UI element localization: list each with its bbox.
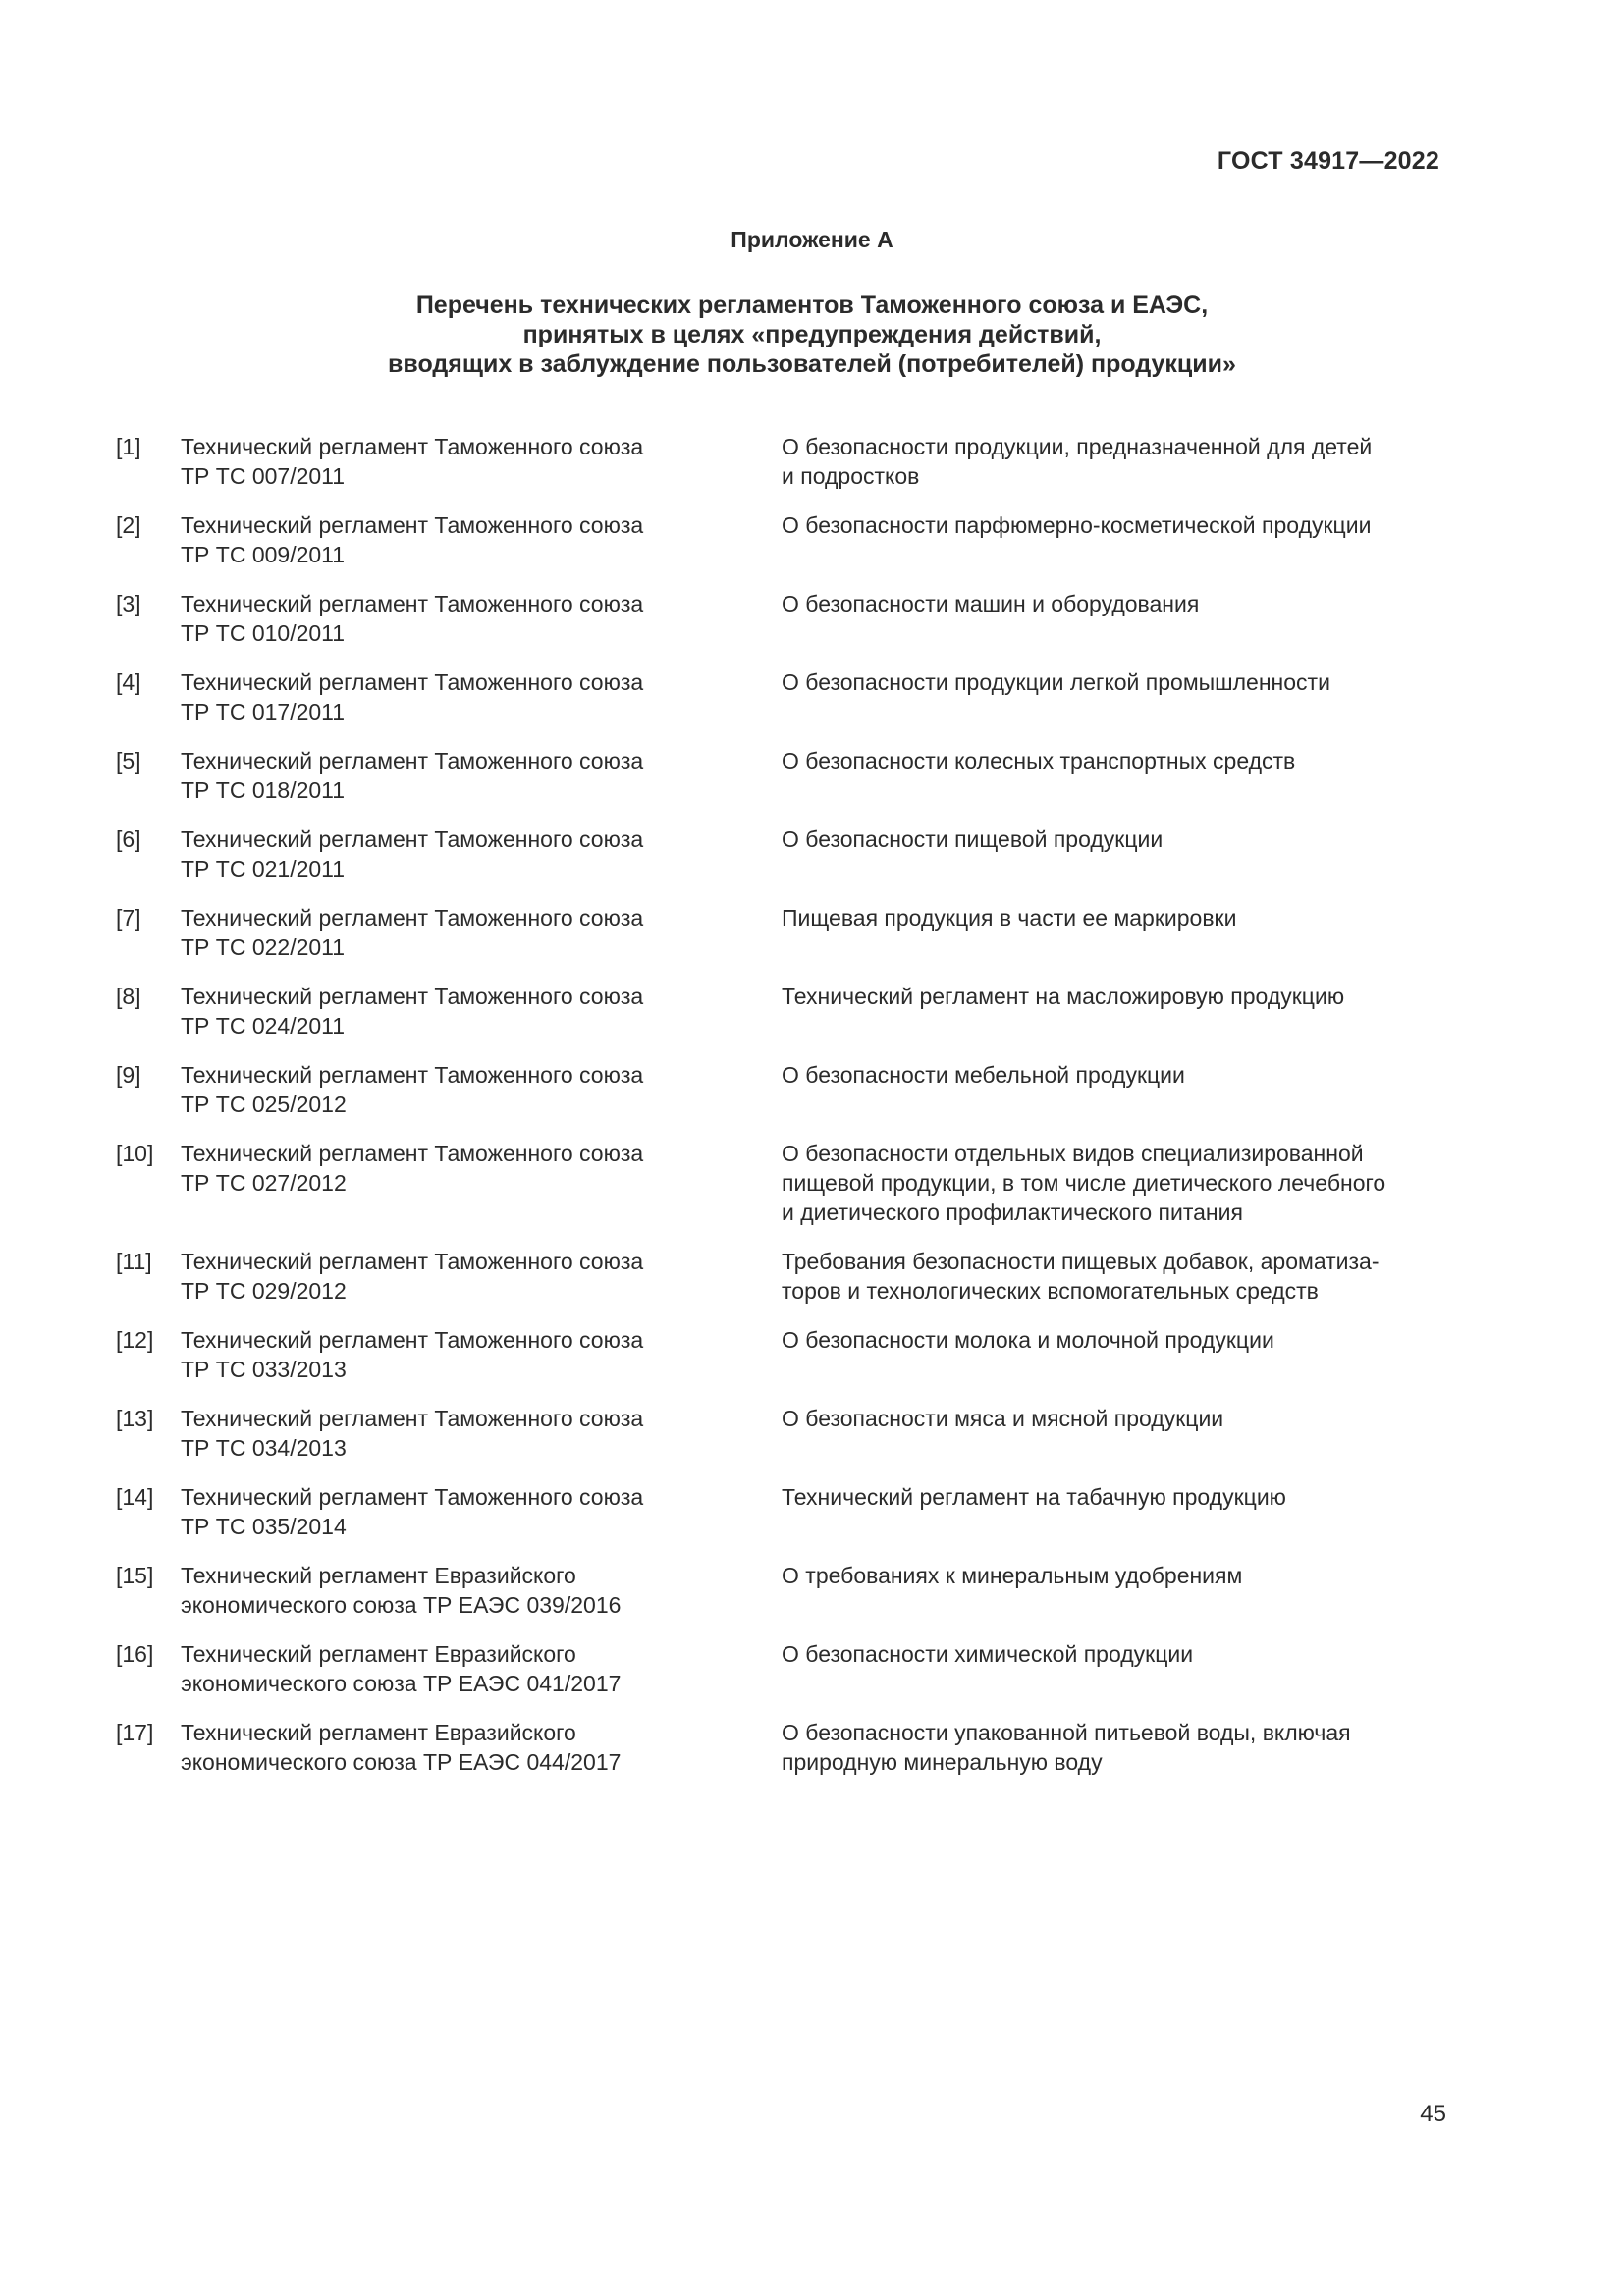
- reference-item: [116, 746, 1451, 805]
- reference-subject: [782, 1139, 1451, 1227]
- reference-item: [116, 667, 1451, 726]
- reference-regulation: [181, 432, 731, 491]
- reference-item: [116, 510, 1451, 569]
- reference-subject-line: О безопасности химической продукции: [782, 1641, 1194, 1667]
- reference-regulation-line: Технический регламент Таможенного союза: [181, 748, 644, 774]
- reference-number: [12]: [116, 1327, 154, 1353]
- reference-item: [116, 1247, 1451, 1306]
- reference-subject: [782, 1060, 1451, 1090]
- reference-subject-line: О безопасности пищевой продукции: [782, 827, 1164, 852]
- reference-item: [116, 432, 1451, 491]
- reference-subject-line: О безопасности отдельных видов специализированной: [782, 1141, 1364, 1166]
- reference-subject: [782, 746, 1451, 775]
- reference-subject: [782, 1325, 1451, 1355]
- reference-regulation-line: Технический регламент Таможенного союза: [181, 591, 644, 616]
- reference-regulation-line: Технический регламент Таможенного союза: [181, 512, 644, 538]
- reference-regulation-line: ТР ТС 029/2012: [181, 1278, 347, 1304]
- reference-subject: [782, 1639, 1451, 1669]
- reference-regulation-line: Технический регламент Евразийского: [181, 1720, 576, 1745]
- reference-number: [4]: [116, 669, 141, 695]
- reference-subject: [782, 1247, 1451, 1306]
- reference-regulation-line: Технический регламент Евразийского: [181, 1641, 576, 1667]
- reference-number: [8]: [116, 984, 141, 1009]
- reference-regulation-line: ТР ТС 009/2011: [181, 542, 346, 567]
- reference-regulation: [181, 1639, 731, 1698]
- reference-regulation: [181, 1325, 731, 1384]
- reference-regulation-line: ТР ТС 010/2011: [181, 620, 346, 646]
- reference-subject: [782, 1482, 1451, 1512]
- reference-item: [116, 1718, 1451, 1777]
- reference-regulation-line: Технический регламент Таможенного союза: [181, 1484, 644, 1510]
- reference-regulation-line: ТР ТС 034/2013: [181, 1435, 347, 1461]
- appendix-label: Приложение А: [731, 227, 893, 252]
- reference-regulation-line: Технический регламент Таможенного союза: [181, 1249, 644, 1274]
- reference-list: [116, 432, 1451, 1796]
- reference-subject-line: Пищевая продукция в части ее маркировки: [782, 905, 1237, 931]
- reference-regulation-line: Технический регламент Таможенного союза: [181, 1062, 644, 1088]
- reference-regulation: [181, 1482, 731, 1541]
- reference-item: [116, 1482, 1451, 1541]
- reference-regulation: [181, 1060, 731, 1119]
- reference-subject: [782, 667, 1451, 697]
- reference-subject: [782, 982, 1451, 1011]
- reference-number: [17]: [116, 1720, 154, 1745]
- reference-number: [10]: [116, 1141, 154, 1166]
- reference-regulation: [181, 982, 731, 1041]
- reference-number: [1]: [116, 434, 141, 459]
- reference-regulation-line: ТР ТС 024/2011: [181, 1013, 346, 1039]
- reference-regulation-line: ТР ТС 018/2011: [181, 777, 346, 803]
- reference-number: [15]: [116, 1563, 154, 1588]
- reference-regulation: [181, 1561, 731, 1620]
- reference-item: [116, 589, 1451, 648]
- reference-subject-line: О требованиях к минеральным удобрениям: [782, 1563, 1243, 1588]
- reference-subject-line: О безопасности мебельной продукции: [782, 1062, 1185, 1088]
- reference-regulation-line: ТР ТС 017/2011: [181, 699, 346, 724]
- reference-subject-line: Технический регламент на табачную продукцию: [782, 1484, 1286, 1510]
- reference-regulation-line: Технический регламент Таможенного союза: [181, 1406, 644, 1431]
- reference-regulation: [181, 1404, 731, 1463]
- reference-subject-line: и подростков: [782, 463, 920, 489]
- appendix-title-line: вводящих в заблуждение пользователей (потребителей) продукции»: [388, 350, 1236, 378]
- page-number: 45: [1420, 2101, 1446, 2127]
- reference-regulation-line: ТР ТС 021/2011: [181, 856, 346, 881]
- reference-regulation-line: ТР ТС 033/2013: [181, 1357, 347, 1382]
- reference-subject-line: О безопасности парфюмерно-косметической продукции: [782, 512, 1372, 538]
- reference-subject: [782, 903, 1451, 933]
- reference-subject-line: торов и технологических вспомогательных средств: [782, 1278, 1319, 1304]
- reference-regulation-line: Технический регламент Таможенного союза: [181, 669, 644, 695]
- reference-subject-line: О безопасности продукции, предназначенной для детей: [782, 434, 1373, 459]
- reference-regulation-line: Технический регламент Таможенного союза: [181, 1141, 644, 1166]
- reference-regulation: [181, 589, 731, 648]
- reference-regulation-line: Технический регламент Таможенного союза: [181, 984, 644, 1009]
- reference-subject: [782, 510, 1451, 540]
- reference-subject-line: Технический регламент на масложировую продукцию: [782, 984, 1345, 1009]
- reference-regulation: [181, 825, 731, 883]
- reference-subject: [782, 1404, 1451, 1433]
- reference-number: [11]: [116, 1249, 152, 1274]
- reference-subject: [782, 432, 1451, 491]
- reference-regulation: [181, 1139, 731, 1198]
- reference-subject-line: О безопасности молока и молочной продукции: [782, 1327, 1274, 1353]
- reference-subject-line: природную минеральную воду: [782, 1749, 1103, 1775]
- reference-subject-line: Требования безопасности пищевых добавок, ароматиза-: [782, 1249, 1380, 1274]
- reference-regulation-line: ТР ТС 022/2011: [181, 934, 346, 960]
- reference-regulation: [181, 1718, 731, 1777]
- reference-regulation-line: Технический регламент Таможенного союза: [181, 1327, 644, 1353]
- reference-number: [5]: [116, 748, 141, 774]
- reference-regulation-line: ТР ТС 027/2012: [181, 1170, 347, 1196]
- reference-item: [116, 825, 1451, 883]
- reference-number: [3]: [116, 591, 141, 616]
- reference-subject-line: О безопасности машин и оборудования: [782, 591, 1200, 616]
- reference-regulation: [181, 510, 731, 569]
- reference-item: [116, 1561, 1451, 1620]
- reference-regulation-line: экономического союза ТР ЕАЭС 044/2017: [181, 1749, 622, 1775]
- reference-subject-line: О безопасности мяса и мясной продукции: [782, 1406, 1224, 1431]
- reference-number: [9]: [116, 1062, 141, 1088]
- reference-regulation-line: Технический регламент Таможенного союза: [181, 434, 644, 459]
- reference-item: [116, 903, 1451, 962]
- appendix-title-line: Перечень технических регламентов Таможенного союза и ЕАЭС,: [415, 292, 1209, 319]
- reference-regulation-line: ТР ТС 035/2014: [181, 1514, 347, 1539]
- reference-subject-line: О безопасности упакованной питьевой воды, включая: [782, 1720, 1351, 1745]
- reference-item: [116, 982, 1451, 1041]
- reference-subject-line: О безопасности продукции легкой промышленности: [782, 669, 1330, 695]
- reference-subject-line: и диетического профилактического питания: [782, 1200, 1243, 1225]
- document-code: ГОСТ 34917—2022: [1217, 147, 1439, 175]
- reference-number: [14]: [116, 1484, 154, 1510]
- reference-item: [116, 1404, 1451, 1463]
- reference-item: [116, 1139, 1451, 1227]
- reference-subject: [782, 1561, 1451, 1590]
- reference-regulation-line: Технический регламент Таможенного союза: [181, 905, 644, 931]
- reference-regulation-line: ТР ТС 025/2012: [181, 1092, 347, 1117]
- reference-subject: [782, 589, 1451, 618]
- reference-regulation-line: экономического союза ТР ЕАЭС 041/2017: [181, 1671, 622, 1696]
- reference-subject-line: О безопасности колесных транспортных средств: [782, 748, 1296, 774]
- reference-regulation-line: Технический регламент Евразийского: [181, 1563, 576, 1588]
- reference-regulation-line: экономического союза ТР ЕАЭС 039/2016: [181, 1592, 622, 1618]
- reference-number: [13]: [116, 1406, 154, 1431]
- reference-number: [2]: [116, 512, 141, 538]
- reference-regulation: [181, 903, 731, 962]
- appendix-title-line: принятых в целях «предупреждения действий,: [522, 321, 1102, 348]
- appendix-title: [0, 291, 1624, 379]
- reference-subject: [782, 825, 1451, 854]
- reference-regulation: [181, 746, 731, 805]
- reference-number: [7]: [116, 905, 141, 931]
- reference-number: [6]: [116, 827, 141, 852]
- reference-regulation-line: Технический регламент Таможенного союза: [181, 827, 644, 852]
- reference-regulation-line: ТР ТС 007/2011: [181, 463, 346, 489]
- reference-regulation: [181, 667, 731, 726]
- reference-item: [116, 1639, 1451, 1698]
- reference-subject-line: пищевой продукции, в том числе диетического лечебного: [782, 1170, 1386, 1196]
- reference-item: [116, 1060, 1451, 1119]
- reference-item: [116, 1325, 1451, 1384]
- reference-regulation: [181, 1247, 731, 1306]
- reference-number: [16]: [116, 1641, 154, 1667]
- reference-subject: [782, 1718, 1451, 1777]
